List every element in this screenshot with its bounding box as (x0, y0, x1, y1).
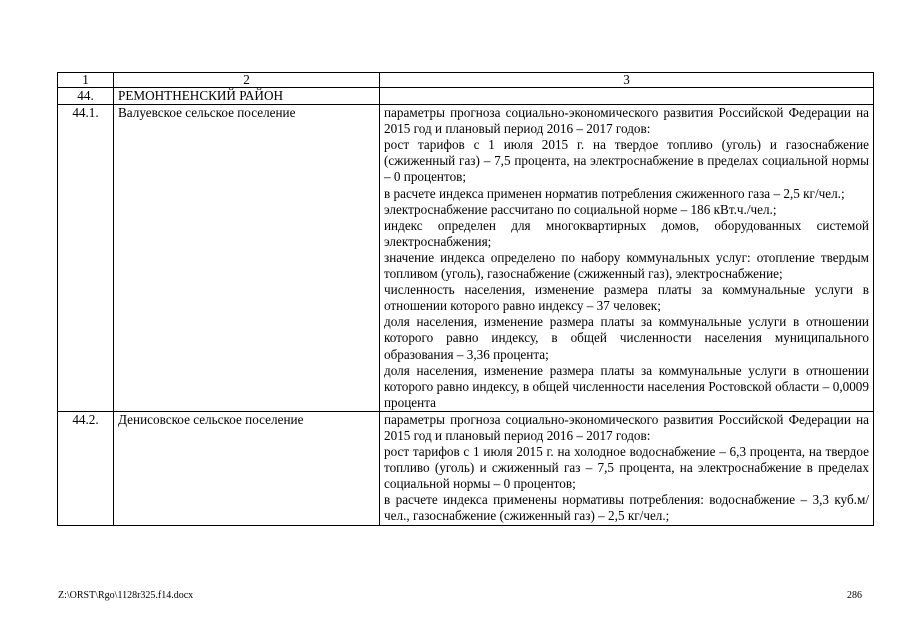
paragraph: доля населения, изменение размера платы за коммунальные услуги в отношении которого равно индексу, в общей численности населения муниципального образования – 3,36 процента; (384, 314, 869, 362)
paragraph: доля населения, изменение размера платы за коммунальные услуги в отношении которого равно индексу, в общей численности населения Ростовской области – 0,0009 процента (384, 362, 869, 410)
district-number: 44. (58, 88, 114, 105)
paragraph: рост тарифов с 1 июля 2015 г. на холодное водоснабжение – 6,3 процента, на твердое топливо (уголь) и сжиженный газ – 7,5 процента, на электроснабжение в пределах социальной нормы – 0 процентов; (384, 444, 869, 492)
paragraph: индекс определен для многоквартирных домов, оборудованных системой электроснабжения; (384, 217, 869, 249)
paragraph: электроснабжение рассчитано по социальной норме – 186 кВт.ч./чел.; (384, 201, 777, 217)
table-row (58, 105, 874, 412)
settlement-name: Валуевское сельское поселение (114, 105, 380, 412)
footer-file-path: Z:\ORST\Rgo\1128r325.f14.docx (58, 590, 194, 601)
district-row (58, 88, 874, 105)
document-table (57, 72, 874, 526)
district-empty-cell (380, 88, 874, 105)
paragraph: численность населения, изменение размера платы за коммунальные услуги в отношении которого равно индексу – 37 человек; (384, 282, 869, 314)
row-number: 44.1. (58, 105, 114, 412)
paragraph: параметры прогноза социально-экономического развития Российской Федерации на 2015 год и плановый период 2016 – 2017 годов: (384, 105, 869, 137)
page-number: 286 (847, 590, 862, 601)
paragraph: значение индекса определено по набору коммунальных услуг: отопление твердым топливом (уголь), газоснабжение (сжиженный газ), электроснабжение; (384, 249, 869, 282)
table-header-row (58, 73, 874, 88)
column-number-3: 3 (380, 73, 874, 88)
paragraph: рост тарифов с 1 июля 2015 г. на твердое топливо (уголь) и газоснабжение (сжиженный газ) – 7,5 процента, на электроснабжение в пределах социальной нормы – 0 процентов; (384, 137, 869, 185)
table-row (58, 411, 874, 525)
row-description (380, 105, 874, 412)
paragraph: в расчете индекса применен норматив потребления сжиженного газа – 2,5 кг/чел.; (384, 185, 845, 201)
district-name: РЕМОНТНЕНСКИЙ РАЙОН (114, 88, 380, 105)
settlement-name: Денисовское сельское поселение (114, 411, 380, 525)
column-number-1: 1 (58, 73, 114, 88)
row-number: 44.2. (58, 411, 114, 525)
column-number-2: 2 (114, 73, 380, 88)
row-description (380, 411, 874, 525)
paragraph: в расчете индекса применены нормативы потребления: водоснабжение – 3,3 куб.м/чел., газоснабжение (сжиженный газ) – 2,5 кг/чел.; (384, 492, 869, 524)
paragraph: параметры прогноза социально-экономического развития Российской Федерации на 2015 год и плановый период 2016 – 2017 годов: (384, 411, 869, 443)
